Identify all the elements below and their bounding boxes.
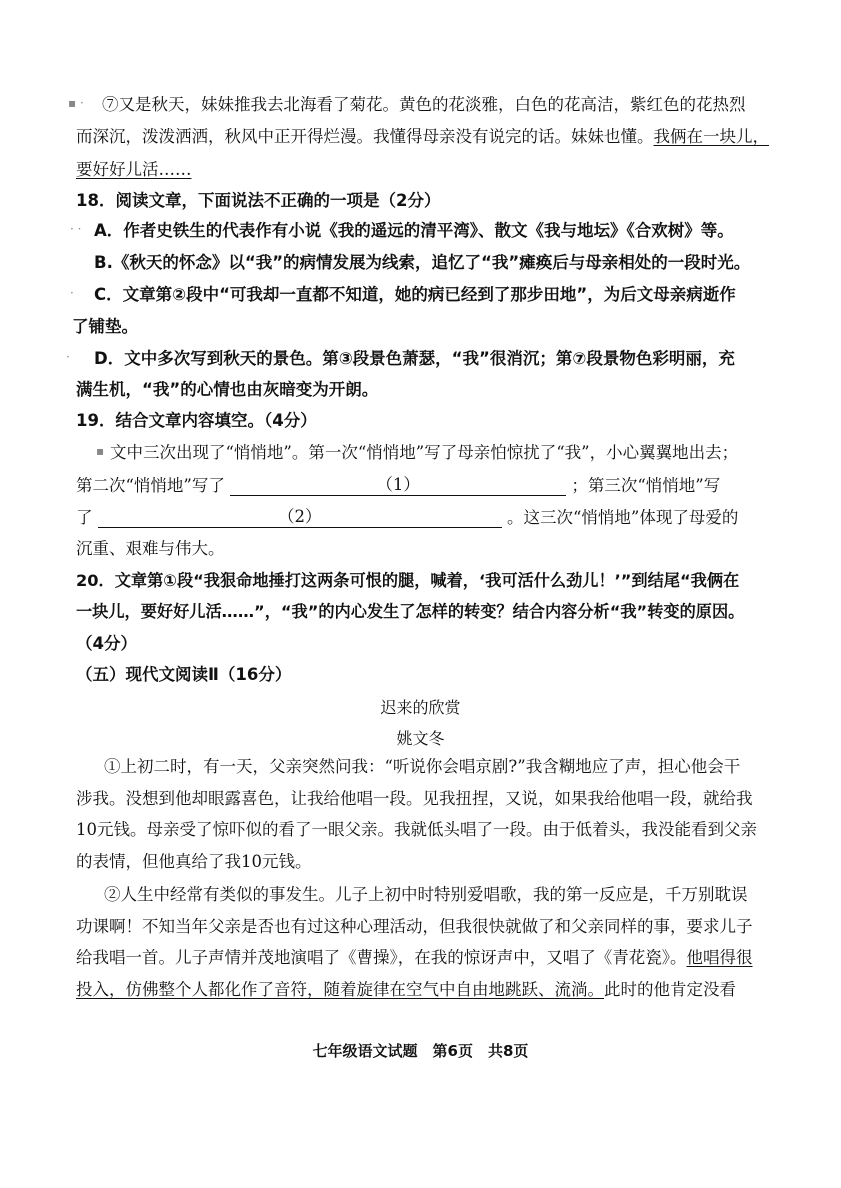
q19-line1: 文中三次出现了“悄悄地”。第一次“悄悄地”写了母亲怕惊扰了“我”，小心翼翼地出去； (110, 443, 739, 462)
scan-speck: ▪ · (68, 96, 84, 110)
q19-answer-blank-1[interactable] (230, 475, 566, 496)
q19-line3-prefix: 了 (76, 508, 93, 527)
para7-line2 (76, 127, 769, 147)
q18-option-d-line1: D．文中多次写到秋天的景色。第③段景色萧瑟，“我”很消沉；第⑦段景物色彩明丽，充 (94, 349, 735, 368)
article-p2-underlined-1: 他唱得很 (686, 948, 753, 967)
q19-line3 (76, 507, 738, 528)
q19-answer-blank-2[interactable] (98, 507, 502, 528)
article-title: 迟来的欣赏 (380, 698, 461, 717)
article-p1-line4: 的表情，但他真给了我10元钱。 (76, 852, 312, 871)
scan-speck: · (66, 350, 70, 364)
q18-stem: 18．阅读文章，下面说法不正确的一项是（2分） (76, 191, 441, 210)
q19-line4: 沉重、艰难与伟大。 (76, 539, 225, 558)
article-p2-line4 (76, 980, 736, 1000)
para7-line2-text: 而深沉，泼泼洒洒，秋风中正开得烂漫。我懂得母亲没有说完的话。妹妹也懂。 (76, 127, 654, 146)
article-p2-line3 (76, 948, 753, 968)
article-p2-line4-text: 此时的他肯定没看 (604, 980, 736, 999)
article-p2-line3-text: 给我唱一首。儿子声情并茂地演唱了《曹操》，在我的惊讶声中，又唱了《青花瓷》。 (76, 948, 687, 967)
para7-line1: ⑦又是秋天，妹妹推我去北海看了菊花。黄色的花淡雅，白色的花高洁，紫红色的花热烈 (102, 95, 746, 114)
q19-blank-1-label: （1） (376, 475, 420, 494)
q19-line2 (76, 475, 720, 496)
section5-heading: （五）现代文阅读Ⅱ（16分） (76, 665, 292, 684)
scan-speck: ▪ (96, 444, 105, 458)
page-footer: 七年级语文试题 第6页 共8页 (312, 1042, 529, 1060)
article-p2-line2: 功课啊！不知当年父亲是否也有过这种心理活动，但我很快就做了和父亲同样的事，要求儿子 (76, 917, 753, 936)
scan-speck: · · (70, 222, 82, 236)
para7-underlined-2: 要好好儿活…… (76, 160, 192, 179)
q20-line3: （4分） (76, 634, 137, 653)
q18-option-a: A．作者史铁生的代表作有小说《我的遥远的清平湾》、散文《我与地坛》《合欢树》等。 (94, 221, 734, 240)
para7-underlined-1: 我俩在一块儿， (653, 127, 769, 146)
article-p1-line1: ①上初二时，有一天，父亲突然问我：“听说你会唱京剧?”我含糊地应了声，担心他会干 (104, 757, 741, 776)
q19-stem: 19．结合文章内容填空。（4分） (76, 411, 317, 430)
q18-option-d-line2: 满生机，“我”的心情也由灰暗变为开朗。 (76, 380, 379, 399)
q18-option-c-line1: C．文章第②段中“可我却一直都不知道，她的病已经到了那步田地”，为后文母亲病逝作 (94, 285, 736, 304)
q19-line3-suffix: 。这三次“悄悄地”体现了母爱的 (507, 508, 739, 527)
q20-line1: 20．文章第①段“我狠命地捶打这两条可恨的腿，喊着，‘我可活什么劲儿！’”到结尾“我俩在 (76, 571, 740, 590)
q19-line2-suffix: ；第三次“悄悄地”写 (571, 476, 721, 495)
scan-speck: · (70, 286, 74, 300)
q18-option-c-line2: 了铺垫。 (72, 317, 138, 336)
q20-line2: 一块儿，要好好儿活……”，“我”的内心发生了怎样的转变？结合内容分析“我”转变的原因。 (76, 602, 745, 621)
q18-option-b: B.《秋天的怀念》以“我”的病情发展为线索，追忆了“我”瘫痪后与母亲相处的一段时光。 (94, 253, 751, 272)
article-p1-line3: 10元钱。母亲受了惊吓似的看了一眼父亲。我就低头唱了一段。由于低着头，我没能看到父亲 (76, 820, 757, 839)
article-p2-underlined-2: 投入，仿佛整个人都化作了音符，随着旋律在空气中自由地跳跃、流淌。 (76, 980, 604, 999)
q19-line2-prefix: 第二次“悄悄地”写了 (76, 476, 225, 495)
q19-blank-2-label: （2） (278, 507, 322, 526)
article-p2-line1: ②人生中经常有类似的事发生。儿子上初中时特别爱唱歌，我的第一反应是，千万别耽误 (104, 885, 748, 904)
article-p1-line2: 涉我。没想到他却眼露喜色，让我给他唱一段。见我扭捏，又说，如果我给他唱一段，就给我 (76, 789, 753, 808)
article-author: 姚文冬 (396, 729, 445, 748)
